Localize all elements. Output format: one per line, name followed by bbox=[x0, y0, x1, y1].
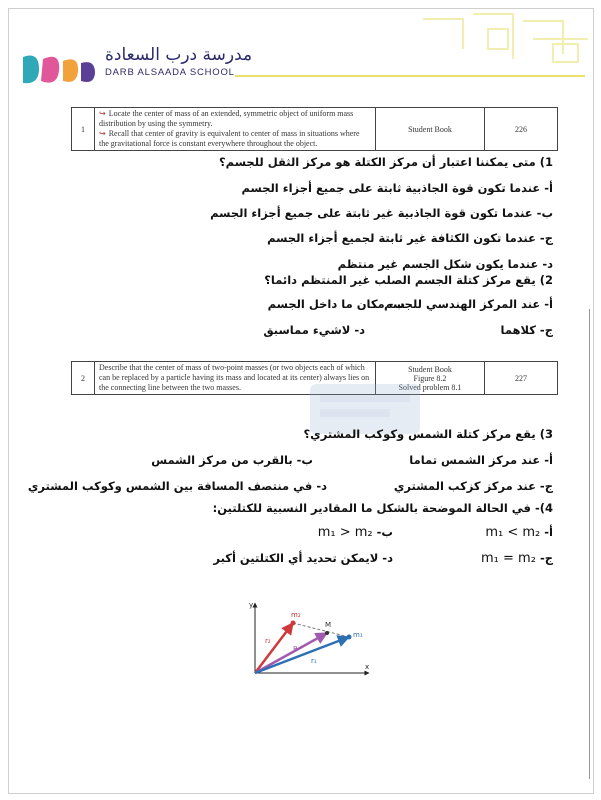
q1-option-b: ب- عندما تكون قوة الجاذبية غير ثابتة على جميع أجزاء الجسم bbox=[210, 206, 553, 220]
reference-book: Student Book bbox=[376, 108, 485, 151]
q1-option-d: د- عندما يكون شكل الجسم غير منتظم bbox=[337, 257, 553, 271]
q2-option-b: ب- مكان ما داخل الجسم bbox=[267, 297, 405, 311]
objective-text bbox=[95, 108, 376, 151]
objective-number: 2 bbox=[72, 362, 95, 395]
q2-option-c: ج- كلاهما bbox=[500, 323, 553, 337]
q4-option-b: ب- m₁ > m₂ bbox=[317, 525, 393, 540]
label-R: R bbox=[293, 645, 298, 653]
q3-option-a: أ- عند مركز الشمس تماما bbox=[409, 453, 553, 467]
reference-page: 226 bbox=[485, 108, 558, 151]
question-3: 3) يقع مركز كتلة الشمس وكوكب المشتري؟ bbox=[303, 427, 553, 441]
q3-option-b: ب- بالقرب من مركز الشمس bbox=[151, 453, 313, 467]
question-4: 4)- في الحالة الموضحة بالشكل ما المقادير النسبية للكتلتين: bbox=[212, 501, 553, 515]
label-x: x bbox=[365, 663, 370, 671]
school-name-arabic: مدرسة درب السعادة bbox=[105, 45, 253, 65]
m2-point bbox=[291, 621, 296, 626]
label-r1: r₁ bbox=[311, 657, 317, 665]
page-border-line bbox=[589, 309, 590, 779]
school-name-english: DARB ALSAADA SCHOOL bbox=[105, 67, 235, 78]
center-of-mass-figure bbox=[245, 599, 375, 679]
q3-option-d: د- في منتصف المسافة بين الشمس وكوكب المشتري bbox=[27, 479, 327, 493]
label-m2: m₂ bbox=[291, 611, 301, 619]
objective-line: ↪ Locate the center of mass of an extended, symmetric object of uniform mass distribution by using the symmetry. bbox=[99, 109, 354, 128]
cm-point bbox=[325, 631, 329, 635]
q4-option-b-math: m₁ > m₂ bbox=[317, 525, 373, 540]
label-r2: r₂ bbox=[265, 637, 271, 645]
m1-point bbox=[347, 635, 352, 640]
reference-book: Student Book Figure 8.2 problem 8.1 bbox=[376, 362, 485, 395]
question-1: 1) متى يمكننا اعتبار أن مركز الكتلة هو مركز الثقل للجسم؟ bbox=[219, 155, 553, 169]
q2-option-d: د- لاشيء مماسبق bbox=[263, 323, 365, 337]
worksheet-page bbox=[8, 8, 594, 794]
label-M: M bbox=[325, 621, 332, 629]
label-y: y bbox=[249, 601, 254, 609]
objective-number: 1 bbox=[72, 108, 95, 151]
header bbox=[9, 9, 593, 95]
connecting-line bbox=[293, 623, 349, 637]
objective-line: Describe that the center of mass of two-point masses (or two objects each of which can be replaced by a particle having its mass and located at its center) always lies on the connecting line between the two masses. bbox=[99, 363, 370, 392]
q1-option-a: أ- عندما تكون قوة الجاذبية ثابتة على جميع أجزاء الجسم bbox=[241, 181, 553, 195]
corner-decoration-icon bbox=[403, 9, 593, 69]
question-2: 2) يقع مركز كتلة الجسم الصلب غير المنتظم دائما؟ bbox=[264, 273, 553, 287]
q3-option-c: ج- عند مركز كزكب المشتري bbox=[393, 479, 553, 493]
header-divider bbox=[235, 75, 585, 77]
reference-page: 227 bbox=[485, 362, 558, 395]
q4-option-c-math: m₁ = m₂ bbox=[481, 551, 536, 566]
q2-option-a: أ- عند المركز الهندسي للجسم bbox=[383, 297, 553, 311]
q4-option-c: ج- m₁ = m₂ bbox=[481, 551, 553, 566]
arrow-bullet-icon: ↪ bbox=[99, 109, 106, 118]
objective-line: ↪ Recall that center of gravity is equivalent to center of mass in situations where the gravitational force is constant everywhere throughout the object. bbox=[99, 129, 360, 148]
q4-option-d: د- لايمكن تحديد أي الكتلتين أكبر bbox=[213, 551, 393, 565]
objective-table-1 bbox=[71, 107, 558, 151]
arrow-bullet-icon: ↪ bbox=[99, 129, 106, 138]
q4-option-a: أ- m₁ < m₂ bbox=[485, 525, 553, 540]
label-m1: m₁ bbox=[353, 631, 363, 639]
q1-option-c: ج- عندما تكون الكثافة غير ثابتة لجميع أجزاء الجسم bbox=[267, 231, 553, 245]
school-logo-icon bbox=[21, 53, 97, 87]
q4-option-a-math: m₁ < m₂ bbox=[485, 525, 541, 540]
